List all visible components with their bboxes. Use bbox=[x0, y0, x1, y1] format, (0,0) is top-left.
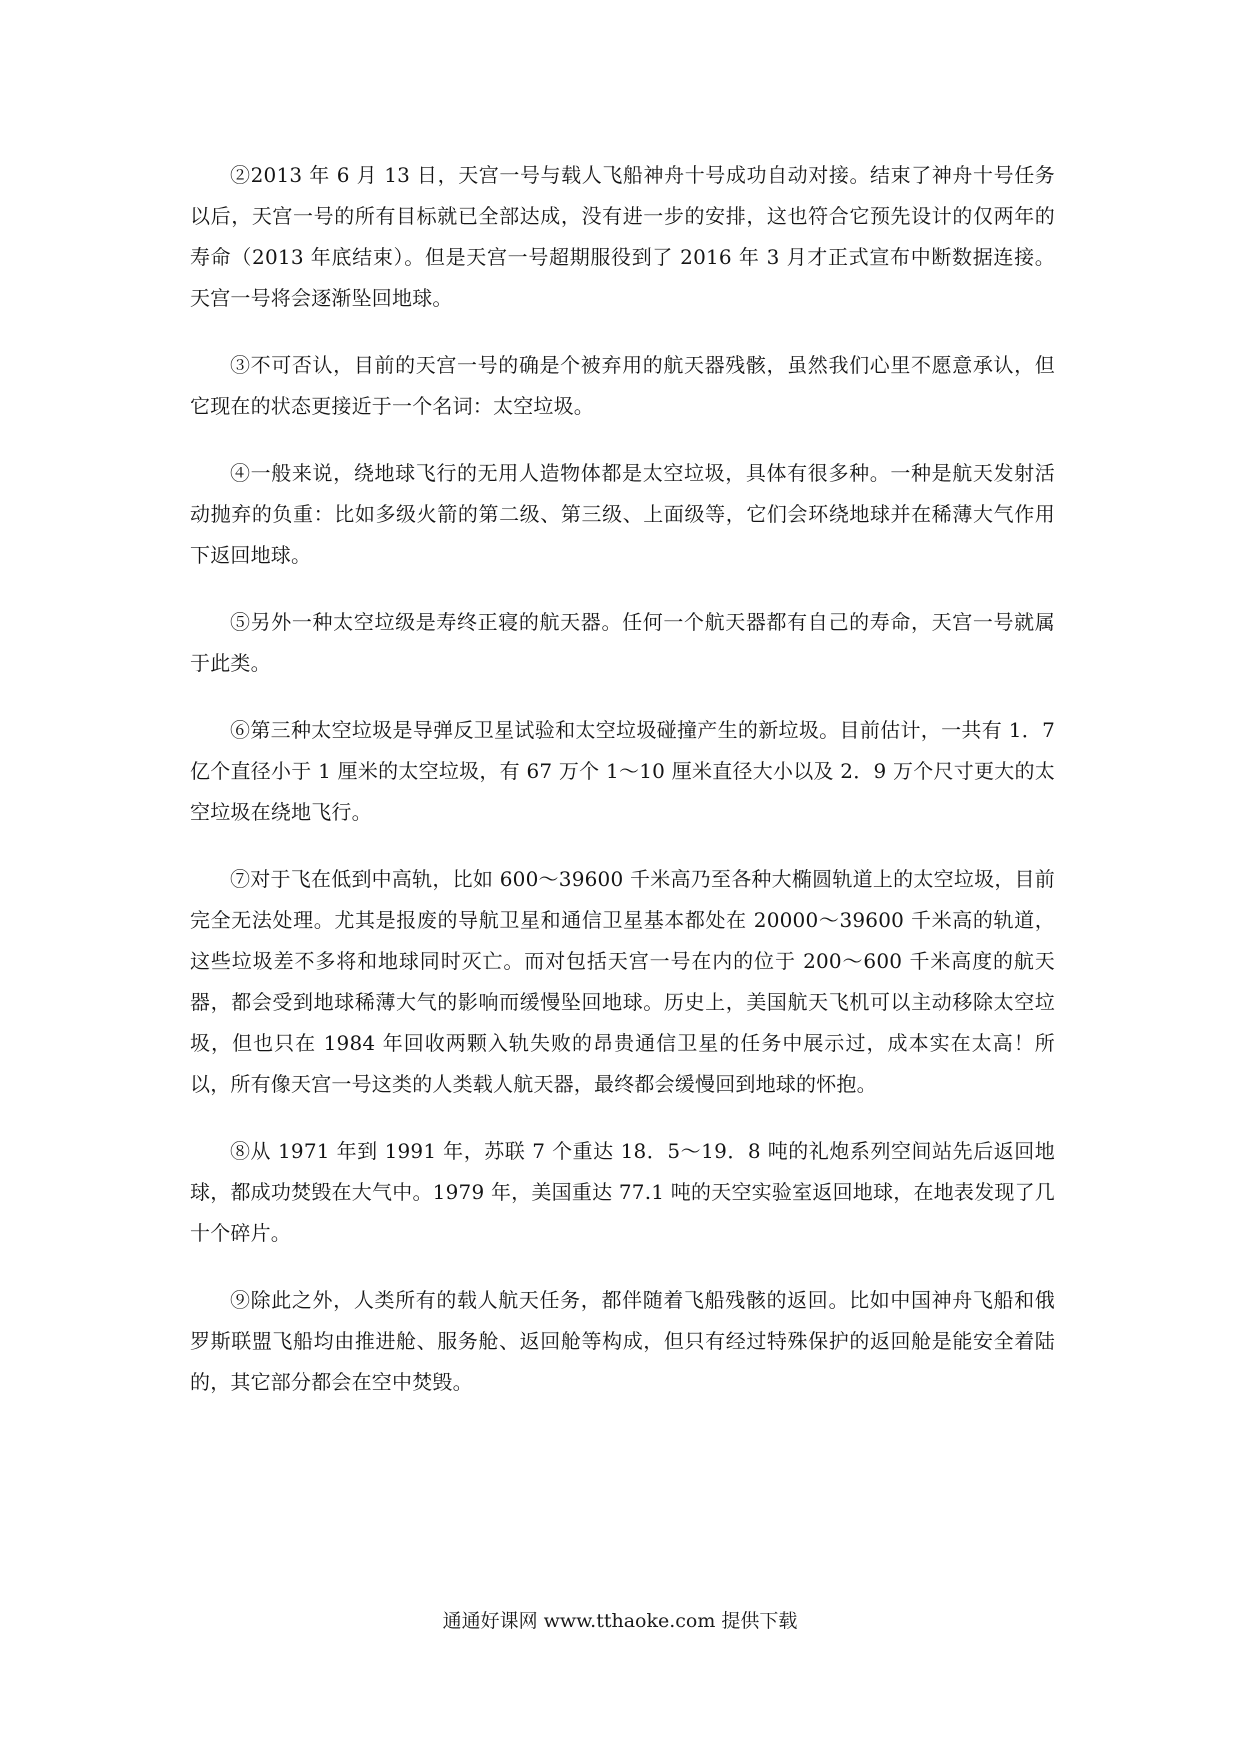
paragraph-2: ②2013 年 6 月 13 日，天宫一号与载人飞船神舟十号成功自动对接。结束了神舟十号任务以后，天宫一号的所有目标就已全部达成，没有进一步的安排，这也符合它预先设计的仅两年的寿命（2013 年底结束）。但是天宫一号超期服役到了 2016 年 3 月才正式宣布中断数据连接。天宫一号将会逐渐坠回地球。 bbox=[190, 163, 1055, 310]
paragraph-7: ⑦对于飞在低到中高轨，比如 600～39600 千米高乃至各种大椭圆轨道上的太空垃圾，目前完全无法处理。尤其是报废的导航卫星和通信卫星基本都处在 20000～39600 千米高的轨道，这些垃圾差不多将和地球同时灭亡。而对包括天宫一号在内的位于 200～600 千米高度的航天器，都会受到地球稀薄大气的影响而缓慢坠回地球。历史上，美国航天飞机可以主动移除太空垃圾，但也只在 1984 年回收两颗入轨失败的昂贵通信卫星的任务中展示过，成本实在太高！所以，所有像天宫一号这类的人类载人航天器，最终都会缓慢回到地球的怀抱。 bbox=[190, 867, 1055, 1096]
paragraph-9: ⑨除此之外，人类所有的载人航天任务，都伴随着飞船残骸的返回。比如中国神舟飞船和俄罗斯联盟飞船均由推进舱、服务舱、返回舱等构成，但只有经过特殊保护的返回舱是能安全着陆的，其它部分都会在空中焚毁。 bbox=[190, 1288, 1055, 1394]
paragraph-5: ⑤另外一种太空垃级是寿终正寝的航天器。任何一个航天器都有自己的寿命，天宫一号就属于此类。 bbox=[190, 610, 1055, 675]
article-body bbox=[190, 155, 1055, 1429]
paragraph-4: ④一般来说，绕地球飞行的无用人造物体都是太空垃圾，具体有很多种。一种是航天发射活动抛弃的负重：比如多级火箭的第二级、第三级、上面级等，它们会环绕地球并在稀薄大气作用下返回地球。 bbox=[190, 461, 1055, 567]
paragraph-6: ⑥第三种太空垃圾是导弹反卫星试验和太空垃圾碰撞产生的新垃圾。目前估计，一共有 1．7 亿个直径小于 1 厘米的太空垃圾，有 67 万个 1～10 厘米直径大小以及 2．9 万个尺寸更大的太空垃圾在绕地飞行。 bbox=[190, 718, 1055, 824]
page-footer: 通通好课网 www.tthaoke.com 提供下载 bbox=[442, 1610, 798, 1632]
paragraph-8: ⑧从 1971 年到 1991 年，苏联 7 个重达 18．5～19．8 吨的礼炮系列空间站先后返回地球，都成功焚毁在大气中。1979 年，美国重达 77.1 吨的天空实验室返回地球，在地表发现了几十个碎片。 bbox=[190, 1139, 1055, 1245]
paragraph-3: ③不可否认，目前的天宫一号的确是个被弃用的航天器残骸，虽然我们心里不愿意承认，但它现在的状态更接近于一个名词：太空垃圾。 bbox=[190, 353, 1055, 418]
